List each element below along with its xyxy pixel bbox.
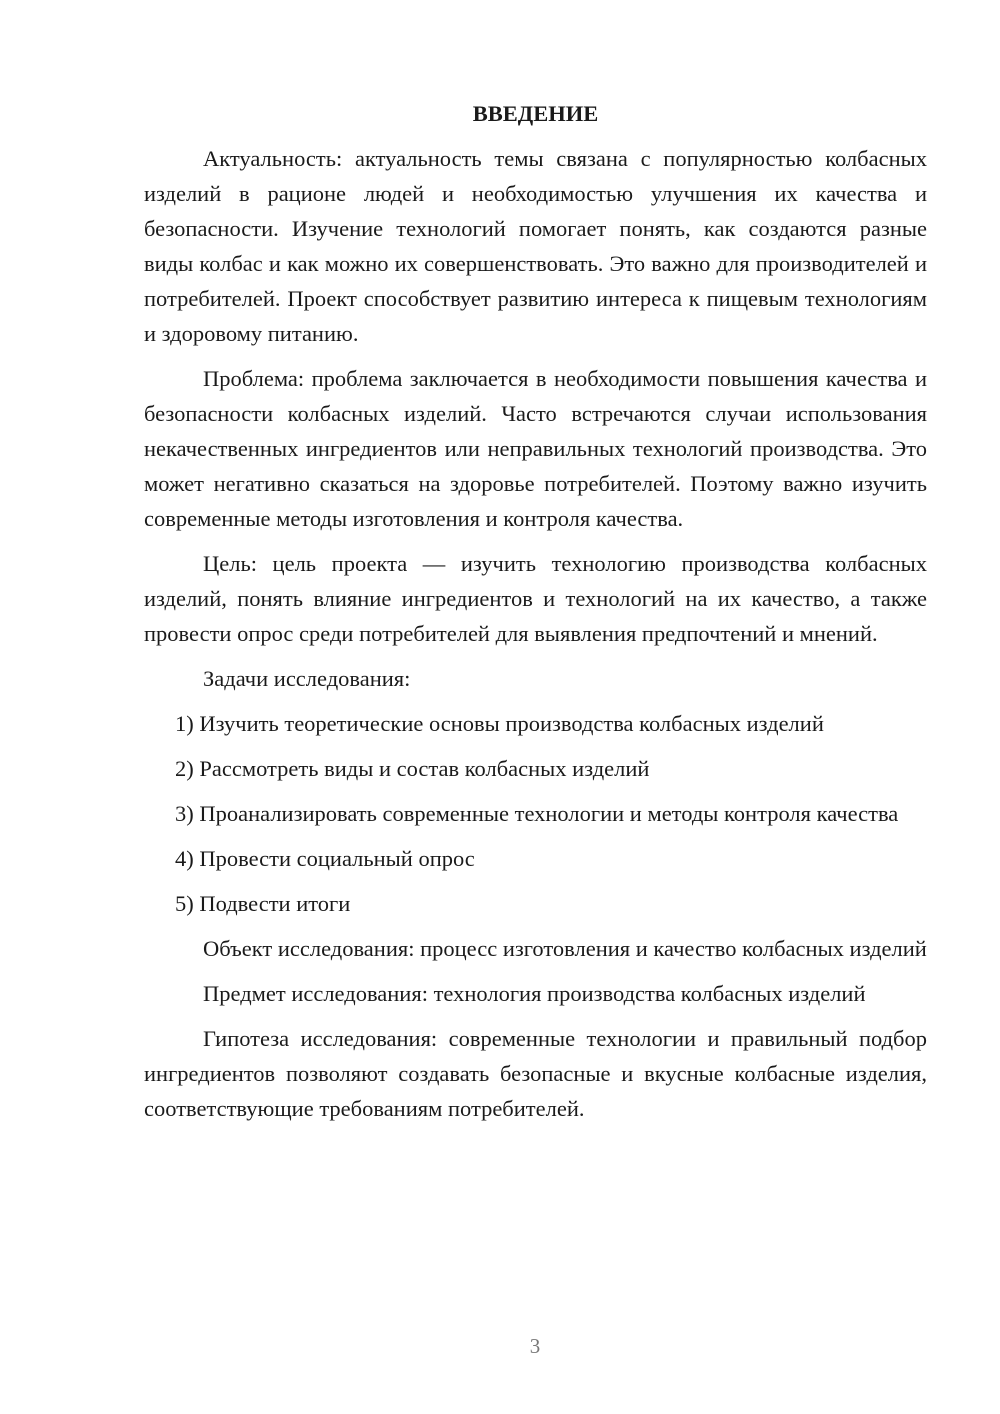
task-item-4: 4) Провести социальный опрос: [175, 846, 475, 871]
section-title: ВВЕДЕНИЕ: [472, 101, 599, 126]
paragraph-object: Объект исследования: процесс изготовления и качество колбасных изделий: [203, 936, 927, 961]
paragraph-subject: Предмет исследования: технология производства колбасных изделий: [203, 981, 866, 1006]
task-item-3: 3) Проанализировать современные технологии и методы контроля качества: [175, 801, 899, 826]
paragraph-tasks-heading: Задачи исследования:: [203, 666, 411, 691]
task-item-2: 2) Рассмотреть виды и состав колбасных изделий: [175, 756, 650, 781]
paragraph-relevance: Актуальность: актуальность темы связана с популярностью колбасных изделий в рационе людей и необходимостью улучшения их качества и безопасности. Изучение технологий помогает понять, как создаются разные виды колбас и как можно их совершенствовать. Это важно для производителей и потребителей. Проект способствует развитию интереса к пищевым технологиям и здоровому питанию.: [144, 146, 927, 346]
task-item-1: 1) Изучить теоретические основы производства колбасных изделий: [175, 711, 824, 736]
paragraph-hypothesis: Гипотеза исследования: современные технологии и правильный подбор ингредиентов позволяют создавать безопасные и вкусные колбасные изделия, соответствующие требованиям потребителей.: [144, 1026, 927, 1121]
paragraph-problem: Проблема: проблема заключается в необходимости повышения качества и безопасности колбасных изделий. Часто встречаются случаи использования некачественных ингредиентов или неправильных технологий производства. Это может негативно сказаться на здоровье потребителей. Поэтому важно изучить современные методы изготовления и контроля качества.: [144, 366, 927, 531]
page-number: 3: [529, 1334, 541, 1358]
paragraph-goal: Цель: цель проекта — изучить технологию производства колбасных изделий, понять влияние ингредиентов и технологий на их качество, а также провести опрос среди потребителей для выявления предпочтений и мнений.: [144, 551, 927, 646]
page-content: [144, 96, 927, 1136]
task-item-5: 5) Подвести итоги: [175, 891, 351, 916]
